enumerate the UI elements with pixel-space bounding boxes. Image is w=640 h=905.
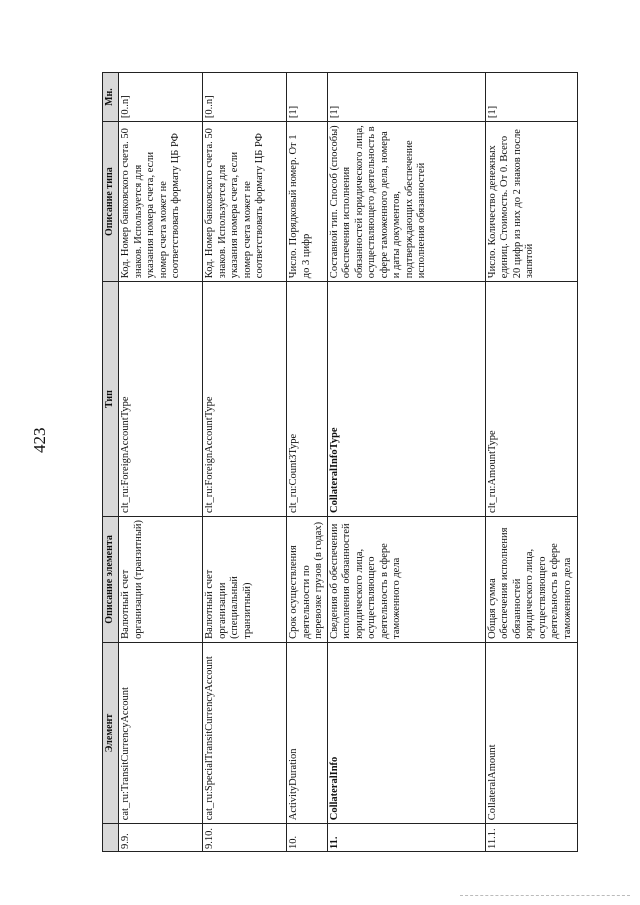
row-type-desc: Код. Номер банковского счета. 50 знаков. Используется для указания номера счета, если номер счета может не соответствовать формату ЦБ РФ bbox=[203, 122, 287, 282]
row-type: clt_ru:AmountType bbox=[485, 282, 577, 517]
scan-edge-line bbox=[460, 895, 630, 897]
header-element: Элемент bbox=[103, 642, 119, 823]
row-element: cat_ru:TransitCurrencyAccount bbox=[119, 642, 203, 823]
row-multiplicity: [1] bbox=[327, 73, 485, 122]
schema-table bbox=[102, 72, 578, 852]
row-num: 9.9. bbox=[119, 824, 203, 852]
header-type-desc: Описание типа bbox=[103, 122, 119, 282]
table-row bbox=[485, 73, 577, 852]
row-element: CollateralAmount bbox=[485, 642, 577, 823]
row-type: clt_ru:ForeignAccountType bbox=[203, 282, 287, 517]
row-num: 9.10. bbox=[203, 824, 287, 852]
table-row bbox=[203, 73, 287, 852]
row-num: 11.1. bbox=[485, 824, 577, 852]
table-row bbox=[119, 73, 203, 852]
header-type: Тип bbox=[103, 282, 119, 517]
row-type-desc: Число. Порядковый номер. От 1 до 3 цифр bbox=[287, 122, 328, 282]
row-type: clt_ru:Count3Type bbox=[287, 282, 328, 517]
row-multiplicity: [0..n] bbox=[203, 73, 287, 122]
row-type: CollateralInfoType bbox=[327, 282, 485, 517]
rotated-table-container bbox=[102, 72, 573, 852]
row-element-desc: Сведения об обеспечении исполнения обязанностей юридического лица, осуществляющего деятельность в сфере таможенного дела bbox=[327, 516, 485, 642]
row-type: clt_ru:ForeignAccountType bbox=[119, 282, 203, 517]
header-multiplicity: Мн. bbox=[103, 73, 119, 122]
row-num: 11. bbox=[327, 824, 485, 852]
page-number: 423 bbox=[30, 427, 49, 453]
row-type-desc: Составной тип. Способ (способы) обеспечения исполнения обязанностей юридического лица, осуществляющего деятельность в сфере таможенного дела, номера и даты документов, подтверждающих обеспечение исполнения обязанностей bbox=[327, 122, 485, 282]
row-multiplicity: [1] bbox=[485, 73, 577, 122]
row-num: 10. bbox=[287, 824, 328, 852]
row-element-desc: Срок осуществления деятельности по перевозке грузов (в годах) bbox=[287, 516, 328, 642]
row-multiplicity: [0..n] bbox=[119, 73, 203, 122]
row-element: cat_ru:SpecialTransitCurrencyAccount bbox=[203, 642, 287, 823]
row-element: CollateralInfo bbox=[327, 642, 485, 823]
row-element-desc: Общая сумма обеспечения исполнения обязанностей юридического лица, осуществляющего деятельность в сфере таможенного дела bbox=[485, 516, 577, 642]
table-row bbox=[327, 73, 485, 852]
row-multiplicity: [1] bbox=[287, 73, 328, 122]
row-type-desc: Число. Количество денежных единиц. Стоимость. От 0. Всего 20 цифр из них до 2 знаков после запятой bbox=[485, 122, 577, 282]
table-row bbox=[287, 73, 328, 852]
row-element: ActivityDuration bbox=[287, 642, 328, 823]
header-element-desc: Описание элемента bbox=[103, 516, 119, 642]
table-header-row bbox=[103, 73, 119, 852]
row-element-desc: Валютный счет организации (транзитный) bbox=[119, 516, 203, 642]
row-element-desc: Валютный счет организации (специальный транзитный) bbox=[203, 516, 287, 642]
row-type-desc: Код. Номер банковского счета. 50 знаков. Используется для указания номера счета, если номер счета может не соответствовать формату ЦБ РФ bbox=[119, 122, 203, 282]
header-num bbox=[103, 824, 119, 852]
